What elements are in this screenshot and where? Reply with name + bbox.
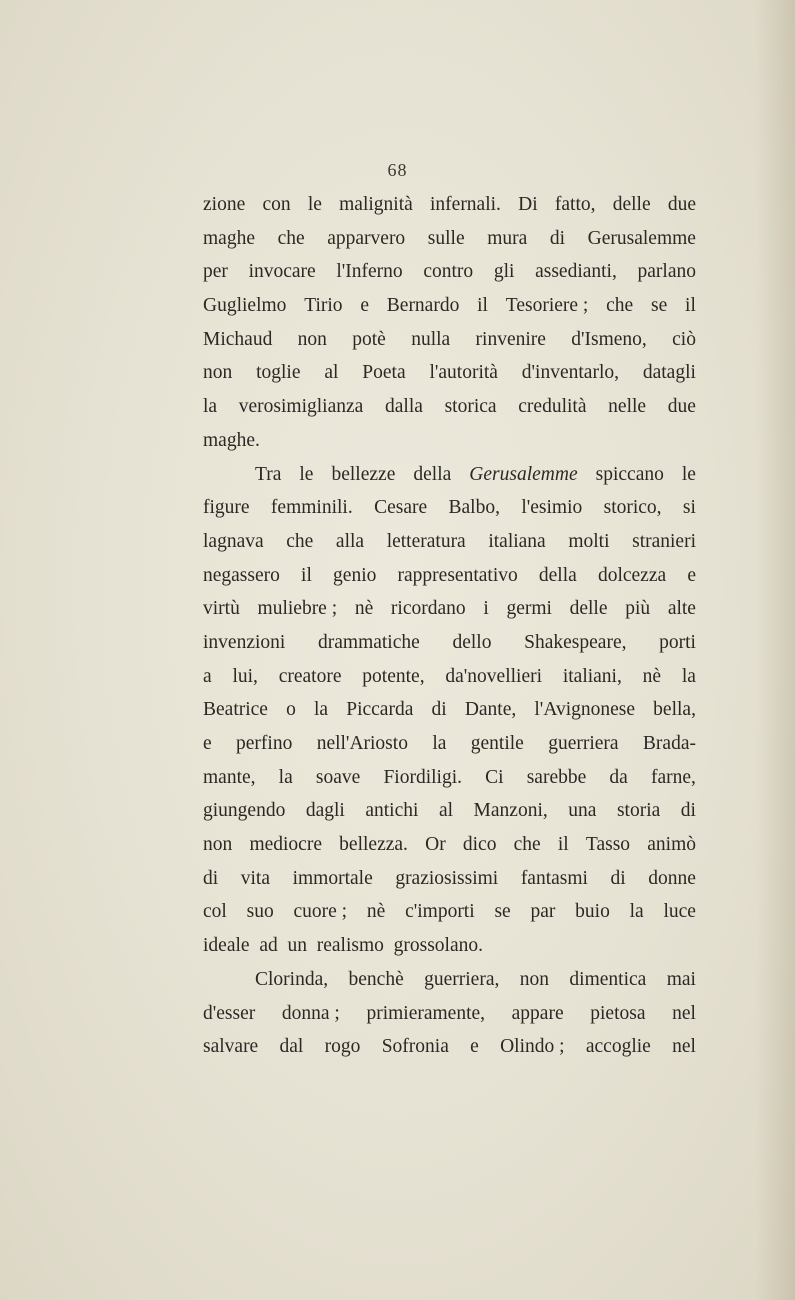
word: primieramente, <box>366 1002 486 1024</box>
word: benchè <box>348 968 404 990</box>
word: se <box>651 295 668 317</box>
text-line <box>203 255 696 289</box>
word: invenzioni <box>203 631 286 653</box>
word: rappresentativo <box>397 564 518 586</box>
text-line <box>203 963 696 997</box>
word: creatore <box>278 665 342 687</box>
text-line <box>203 660 696 694</box>
word: bellezza. <box>339 834 408 856</box>
word: di <box>610 867 626 889</box>
word: drammatiche <box>318 631 420 653</box>
word: più <box>625 598 651 620</box>
word: mai <box>666 968 696 990</box>
word: il <box>477 295 488 317</box>
word: bellezze <box>331 463 396 485</box>
word: toglie <box>256 362 301 384</box>
word: non <box>297 328 327 350</box>
word: storia <box>616 800 661 822</box>
word: Ci <box>485 766 504 788</box>
word: assedianti, <box>535 261 617 283</box>
word: Tirio <box>304 295 343 317</box>
word: invocare <box>248 261 316 283</box>
word: vita <box>240 867 270 889</box>
word: e <box>470 1036 479 1058</box>
word: dolcezza <box>597 564 667 586</box>
word: ideale <box>203 935 250 957</box>
word: e <box>203 733 212 754</box>
word: suo <box>246 901 274 923</box>
word: potente, <box>362 665 425 687</box>
word: animò <box>647 834 696 856</box>
word: nel <box>672 1002 696 1024</box>
word: maghe. <box>203 429 260 451</box>
word: e <box>360 295 369 317</box>
word: due <box>667 396 696 418</box>
word: il <box>557 834 569 856</box>
text-line <box>203 693 696 727</box>
word: la <box>314 699 329 721</box>
word: spiccano <box>595 463 664 485</box>
word: per <box>203 261 228 283</box>
word: sarebbe <box>526 766 587 788</box>
word: delle <box>569 598 608 620</box>
word: immortale <box>292 867 373 889</box>
word: Guglielmo <box>203 295 287 317</box>
word: Gerusalemme <box>469 463 578 485</box>
text-line <box>203 289 696 323</box>
word: la <box>432 733 447 754</box>
word: Manzoni, <box>473 800 548 822</box>
word: mediocre <box>249 834 322 856</box>
word: maghe <box>203 227 255 249</box>
text-line <box>203 929 696 963</box>
word: donne <box>648 867 696 889</box>
word: che <box>513 834 541 856</box>
word: alla <box>335 530 365 552</box>
word: non <box>203 834 233 856</box>
text-line <box>203 862 696 896</box>
word: non <box>203 362 233 384</box>
word: storico, <box>603 497 662 519</box>
text-line <box>203 390 696 424</box>
word: Beatrice <box>203 699 268 721</box>
word: di <box>431 699 447 721</box>
word: una <box>568 800 597 822</box>
word: molti <box>568 530 610 552</box>
word: se <box>494 901 511 923</box>
word: c'importi <box>405 901 475 923</box>
word: nulla <box>411 328 451 350</box>
word: stranieri <box>632 530 696 552</box>
word: ricordano <box>390 598 466 620</box>
word: mura <box>487 227 528 249</box>
word: realismo <box>316 935 384 957</box>
text-line <box>203 1030 696 1064</box>
word: germi <box>506 598 552 620</box>
word: a <box>203 665 212 687</box>
word: gli <box>493 261 515 283</box>
word: mante, <box>203 766 256 788</box>
text-line <box>203 458 696 492</box>
word: Tasso <box>585 834 631 856</box>
word: Poeta <box>362 362 406 384</box>
word: l'esimio <box>521 497 583 519</box>
word: nell'Ariosto <box>316 733 408 754</box>
word: soave <box>315 766 361 788</box>
word: malignità <box>339 194 413 215</box>
text-line <box>203 424 696 458</box>
word: i <box>483 598 489 620</box>
word: nè <box>366 901 386 923</box>
word: si <box>682 497 696 519</box>
word: Fiordiligi. <box>383 766 462 788</box>
word: che <box>277 227 305 249</box>
word: rogo <box>324 1036 361 1058</box>
word: al <box>324 362 339 384</box>
word: salvare <box>203 1036 259 1058</box>
word: genio <box>333 564 377 586</box>
word: perfino <box>236 733 293 754</box>
word: di <box>680 800 696 822</box>
word: infernali. <box>430 194 501 215</box>
word: le <box>307 194 322 215</box>
word: al <box>438 800 454 822</box>
word: della <box>538 564 577 586</box>
word: luce <box>663 901 696 923</box>
word: alte <box>667 598 696 620</box>
word: credulità <box>518 396 587 418</box>
word: par <box>530 901 556 923</box>
word: la <box>203 396 218 418</box>
word: dello <box>452 631 492 653</box>
word: Gerusalemme <box>587 227 696 249</box>
word: Or <box>425 834 446 856</box>
word: l'autorità <box>429 362 498 384</box>
word: delle <box>612 194 651 215</box>
word: l'Avignonese <box>534 699 636 721</box>
text-line <box>203 491 696 525</box>
word: potè <box>352 328 386 350</box>
word: da <box>609 766 628 788</box>
text-line <box>203 323 696 357</box>
word: l'Inferno <box>336 261 403 283</box>
text-line <box>203 997 696 1031</box>
text-line <box>203 222 696 256</box>
word: apparvero <box>327 227 406 249</box>
word: grossolano. <box>393 935 483 957</box>
word: Tesoriere ; <box>505 295 589 317</box>
word: verosimiglianza <box>238 396 364 418</box>
word: dagli <box>305 800 345 822</box>
word: col <box>203 901 227 923</box>
word: dico <box>462 834 497 856</box>
page-edge-shadow <box>755 0 795 1300</box>
word: ad <box>259 935 278 957</box>
word: le <box>681 463 696 485</box>
word: ciò <box>672 328 696 350</box>
text-line <box>203 828 696 862</box>
word: Sofronia <box>381 1036 449 1058</box>
word: due <box>667 194 696 215</box>
text-line <box>203 761 696 795</box>
word: lagnava <box>203 530 264 552</box>
word: storica <box>444 396 497 418</box>
word: da'novellieri <box>445 665 543 687</box>
word: parlano <box>637 261 696 283</box>
word: muliebre ; <box>257 598 338 620</box>
text-line <box>203 895 696 929</box>
word: le <box>299 463 314 485</box>
word: Clorinda, <box>255 968 329 990</box>
word: di <box>203 867 219 889</box>
word: contro <box>423 261 474 283</box>
text-line <box>203 794 696 828</box>
word: il <box>685 295 696 317</box>
word: d'inventarlo, <box>521 362 619 384</box>
word: dalla <box>385 396 423 418</box>
word: negassero <box>203 564 280 586</box>
word: Piccarda <box>346 699 414 721</box>
word: la <box>629 901 644 923</box>
word: sulle <box>427 227 465 249</box>
word: zione <box>203 194 246 215</box>
text-line <box>203 559 696 593</box>
word: femminili. <box>270 497 353 519</box>
word: letteratura <box>386 530 466 552</box>
word: guerriera, <box>424 968 500 990</box>
text-line <box>203 356 696 390</box>
word: giungendo <box>203 800 286 822</box>
word: dal <box>279 1036 304 1058</box>
word: nè <box>354 598 374 620</box>
word: non <box>519 968 550 990</box>
word: il <box>301 564 312 586</box>
word: dimentica <box>569 968 647 990</box>
word: accoglie <box>585 1036 651 1058</box>
word: farne, <box>650 766 696 788</box>
word: italiana <box>488 530 546 552</box>
word: di <box>549 227 566 249</box>
word: nelle <box>608 396 647 418</box>
word: Olindo ; <box>500 1036 565 1058</box>
word: o <box>286 699 296 721</box>
word: che <box>286 530 314 552</box>
word: Shakespeare, <box>524 631 627 653</box>
word: appare <box>511 1002 564 1024</box>
word: della <box>413 463 452 485</box>
text-line <box>203 626 696 660</box>
page-number: 68 <box>387 160 408 180</box>
word: Michaud <box>203 328 273 350</box>
word: nè <box>642 665 662 687</box>
word: antichi <box>365 800 419 822</box>
word: italiani, <box>562 665 622 687</box>
text-line <box>203 592 696 626</box>
word: la <box>681 665 696 687</box>
text-line <box>203 727 696 761</box>
word: fantasmi <box>520 867 588 889</box>
word: Di <box>518 194 538 215</box>
word: buio <box>575 901 610 923</box>
word: e <box>687 564 696 586</box>
word: Bernardo <box>386 295 460 317</box>
text-line <box>203 525 696 559</box>
word: figure <box>203 497 250 519</box>
text-line <box>203 188 696 222</box>
word: rinvenire <box>475 328 546 350</box>
body-text <box>203 188 696 1064</box>
word: che <box>606 295 634 317</box>
word: guerriera <box>548 733 619 754</box>
word: un <box>287 935 307 957</box>
word: Dante, <box>464 699 517 721</box>
word: cuore ; <box>293 901 348 923</box>
word: con <box>262 194 291 215</box>
word: Cesare <box>374 497 428 519</box>
word: d'esser <box>203 1002 256 1024</box>
word: virtù <box>203 598 240 620</box>
word: gentile <box>470 733 524 754</box>
word: lui, <box>232 665 258 687</box>
word: donna ; <box>281 1002 340 1024</box>
word: Brada- <box>642 733 696 754</box>
word: graziosissimi <box>395 867 499 889</box>
word: Tra <box>255 463 282 485</box>
word: porti <box>659 631 696 653</box>
word: fatto, <box>554 194 596 215</box>
word: bella, <box>653 699 696 721</box>
word: datagli <box>642 362 696 384</box>
word: d'Ismeno, <box>571 328 647 350</box>
word: nel <box>672 1036 696 1058</box>
word: pietosa <box>590 1002 646 1024</box>
word: Balbo, <box>448 497 500 519</box>
word: la <box>278 766 293 788</box>
